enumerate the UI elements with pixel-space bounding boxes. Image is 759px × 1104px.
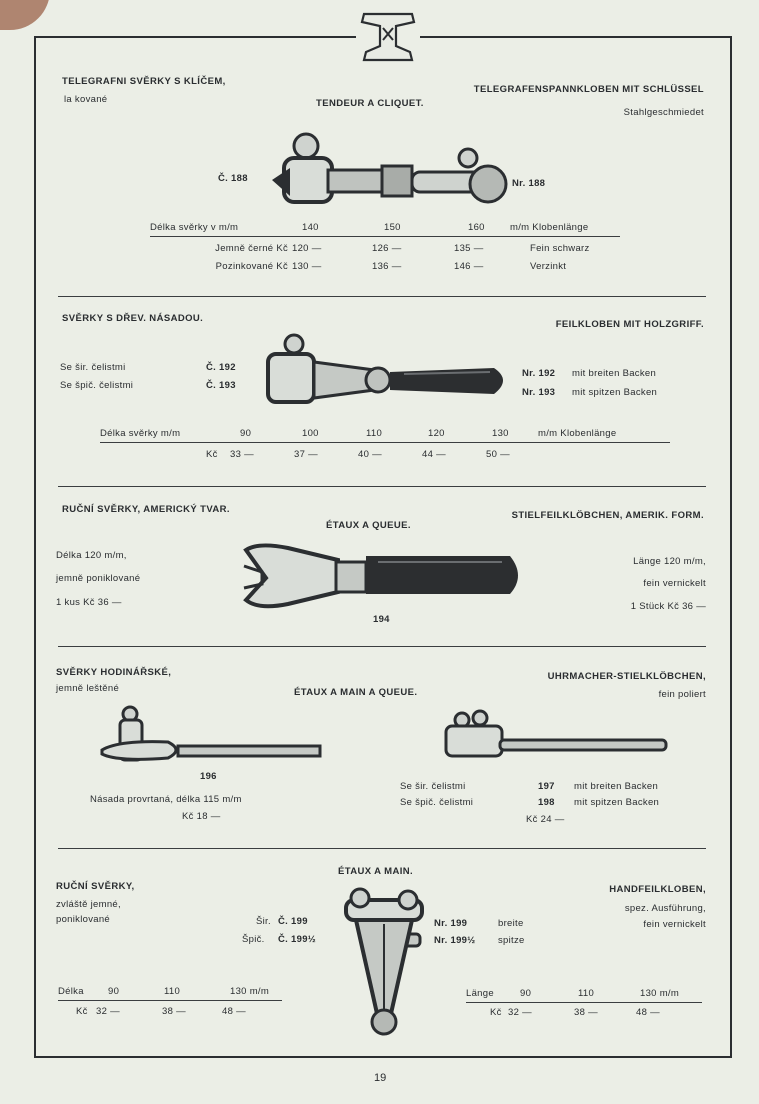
s3-cz-line-1: Délka 120 m/m, — [56, 550, 127, 561]
s4-sub-cz: jemně leštěné — [56, 683, 120, 694]
s1-row1-de: Fein schwarz — [530, 243, 590, 254]
s1-len-label-cz: Délka svěrky v m/m — [150, 222, 239, 233]
s3-item-number: 194 — [373, 614, 390, 625]
s2-size-1: 90 — [240, 428, 252, 439]
s5-left-price-2: 38 — — [162, 1006, 186, 1017]
s1-row2-label: Pozinkované Kč — [215, 261, 288, 272]
s4-sub-de: fein poliert — [658, 689, 706, 700]
s1-title-cz: TELEGRAFNI SVĚRKY S KLÍČEM, — [62, 76, 226, 87]
s1-len-label-de: m/m Klobenlänge — [510, 222, 589, 233]
s5-left-price-3: 48 — — [222, 1006, 246, 1017]
s2-len-label-de: m/m Klobenlänge — [538, 428, 617, 439]
page-number: 19 — [374, 1072, 387, 1084]
section-divider — [58, 848, 706, 849]
s2-title-de: FEILKLOBEN MIT HOLZGRIFF. — [555, 319, 704, 330]
s5-right-size-row — [466, 988, 702, 1003]
s1-price-row-1 — [150, 243, 620, 257]
s5-right-price-3: 48 — — [636, 1007, 660, 1018]
s1-price-row-2 — [150, 261, 620, 275]
s5-right-size-3: 130 m/m — [640, 988, 680, 999]
s2-title-cz: SVĚRKY S DŘEV. NÁSADOU. — [62, 313, 204, 324]
s2-len-label-cz: Délka svěrky m/m — [100, 428, 181, 439]
s3-cz-line-2: jemně poniklované — [56, 573, 141, 584]
s4-title-de: UHRMACHER-STIELKLÖBCHEN, — [547, 671, 706, 682]
s5-opt2-cz: Špič. — [242, 934, 265, 945]
s1-sub-de: Stahlgeschmiedet — [623, 107, 704, 118]
s2-size-row — [100, 428, 670, 443]
s3-title-cz: RUČNÍ SVĚRKY, AMERICKÝ TVAR. — [62, 504, 230, 515]
s2-size-5: 130 — [492, 428, 509, 439]
section-divider — [58, 646, 706, 647]
s3-title-de: STIELFEILKLÖBCHEN, AMERIK. FORM. — [511, 510, 704, 521]
s2-opt1-cz: Se šir. čelistmi — [60, 362, 126, 373]
s2-opt2-de: mit spitzen Backen — [572, 387, 658, 398]
s2-price-1: 33 — — [230, 449, 254, 460]
section-divider — [58, 296, 706, 297]
s4-opt2-num: 198 — [538, 797, 555, 808]
s2-price-row — [100, 449, 570, 463]
s5-opt2-de: spitze — [498, 935, 525, 946]
s5-sub-cz-1: zvláště jemné, — [56, 899, 121, 910]
s4-title-cz: SVĚRKY HODINÁŘSKÉ, — [56, 667, 172, 678]
anvil-logo-icon — [356, 12, 420, 62]
s4-opt1-cz: Se šir. čelistmi — [400, 781, 466, 792]
s1-size-2: 150 — [384, 222, 401, 233]
s1-item-de: Nr. 188 — [512, 178, 546, 189]
s5-title-de: HANDFEILKLOBEN, — [609, 884, 706, 895]
s2-opt1-num: Č. 192 — [206, 362, 236, 373]
s2-opt1-de-num: Nr. 192 — [522, 368, 556, 379]
s3-de-line-1: Länge 120 m/m, — [633, 556, 706, 567]
s1-size-3: 160 — [468, 222, 485, 233]
hand-vise-199-illustration — [338, 888, 432, 1036]
s2-opt2-cz: Se špič. čelistmi — [60, 380, 134, 391]
s1-size-row — [150, 222, 620, 237]
s4-item-left: 196 — [200, 771, 217, 782]
s5-opt1-cz: Šir. — [256, 916, 271, 927]
s1-row1-price-1: 120 — — [292, 243, 322, 254]
s1-row2-de: Verzinkt — [530, 261, 567, 272]
s5-sub-de-2: fein vernickelt — [643, 919, 706, 930]
s2-price-label: Kč — [206, 449, 218, 460]
s5-left-size-1: 90 — [108, 986, 120, 997]
s1-row1-label: Jemně černé Kč — [215, 243, 288, 254]
s2-size-2: 100 — [302, 428, 319, 439]
s5-opt1-de-num: Nr. 199 — [434, 918, 468, 929]
s4-opt1-num: 197 — [538, 781, 555, 792]
s2-price-3: 40 — — [358, 449, 382, 460]
s5-len-cz: Délka — [58, 986, 84, 997]
s1-row1-price-3: 135 — — [454, 243, 484, 254]
s3-de-line-3: 1 Stück Kč 36 — — [630, 601, 706, 612]
s1-sub-cz: la kované — [64, 94, 108, 105]
s1-item-cz: Č. 188 — [218, 173, 248, 184]
page-corner-shadow — [0, 0, 50, 30]
s5-sub-cz-2: poniklované — [56, 914, 111, 925]
american-hand-vise-194-illustration — [238, 538, 528, 612]
s2-size-3: 110 — [366, 428, 383, 439]
s5-right-price-1: 32 — — [508, 1007, 532, 1018]
s5-right-price-label: Kč — [490, 1007, 502, 1018]
s5-opt2-num: Č. 199½ — [278, 934, 317, 945]
s4-left-price: Kč 18 — — [182, 811, 221, 822]
s4-opt2-cz: Se špič. čelistmi — [400, 797, 474, 808]
s5-len-de: Länge — [466, 988, 494, 999]
s5-title-cz: RUČNÍ SVĚRKY, — [56, 881, 135, 892]
s5-left-price-row — [58, 1006, 282, 1020]
s1-row1-price-2: 126 — — [372, 243, 402, 254]
s1-title-de: TELEGRAFENSPANNKLOBEN MIT SCHLÜSSEL — [473, 84, 704, 95]
s5-opt2-de-num: Nr. 199½ — [434, 935, 476, 946]
s5-left-size-2: 110 — [164, 986, 181, 997]
s1-row2-price-2: 136 — — [372, 261, 402, 272]
s5-right-price-row — [466, 1007, 702, 1021]
s2-opt2-de-num: Nr. 193 — [522, 387, 556, 398]
s1-row2-price-3: 146 — — [454, 261, 484, 272]
s5-left-size-3: 130 m/m — [230, 986, 270, 997]
logo-emblem — [356, 12, 420, 62]
s2-size-4: 120 — [428, 428, 445, 439]
s4-opt2-de: mit spitzen Backen — [574, 797, 660, 808]
s4-opt1-de: mit breiten Backen — [574, 781, 659, 792]
s3-cz-line-3: 1 kus Kč 36 — — [56, 597, 122, 608]
s1-row2-price-1: 130 — — [292, 261, 322, 272]
s5-left-price-1: 32 — — [96, 1006, 120, 1017]
watchmaker-vise-196-illustration — [98, 704, 324, 768]
s5-opt1-num: Č. 199 — [278, 916, 308, 927]
wooden-handle-clamp-illustration — [254, 332, 516, 412]
s1-size-1: 140 — [302, 222, 319, 233]
s4-left-desc: Násada provrtaná, délka 115 m/m — [90, 794, 242, 805]
s2-opt2-num: Č. 193 — [206, 380, 236, 391]
s5-left-price-label: Kč — [76, 1006, 88, 1017]
s2-price-4: 44 — — [422, 449, 446, 460]
s3-de-line-2: fein vernickelt — [643, 578, 706, 589]
s5-right-size-1: 90 — [520, 988, 532, 999]
s5-opt1-de: breite — [498, 918, 524, 929]
s5-sub-de-1: spez. Ausführung, — [624, 903, 706, 914]
s5-right-price-2: 38 — — [574, 1007, 598, 1018]
turnbuckle-clamp-188-illustration — [262, 128, 512, 214]
s4-right-price: Kč 24 — — [526, 814, 565, 825]
s4-title-fr: ÉTAUX A MAIN A QUEUE. — [294, 687, 418, 698]
s2-price-2: 37 — — [294, 449, 318, 460]
s2-price-5: 50 — — [486, 449, 510, 460]
s5-left-size-row — [58, 986, 282, 1001]
watchmaker-vise-197-198-illustration — [440, 710, 670, 766]
s3-title-fr: ÉTAUX A QUEUE. — [326, 520, 411, 531]
s5-title-fr: ÉTAUX A MAIN. — [338, 866, 414, 877]
s1-title-fr: TENDEUR A CLIQUET. — [316, 98, 424, 109]
s5-right-size-2: 110 — [578, 988, 595, 999]
section-divider — [58, 486, 706, 487]
s2-opt1-de: mit breiten Backen — [572, 368, 657, 379]
